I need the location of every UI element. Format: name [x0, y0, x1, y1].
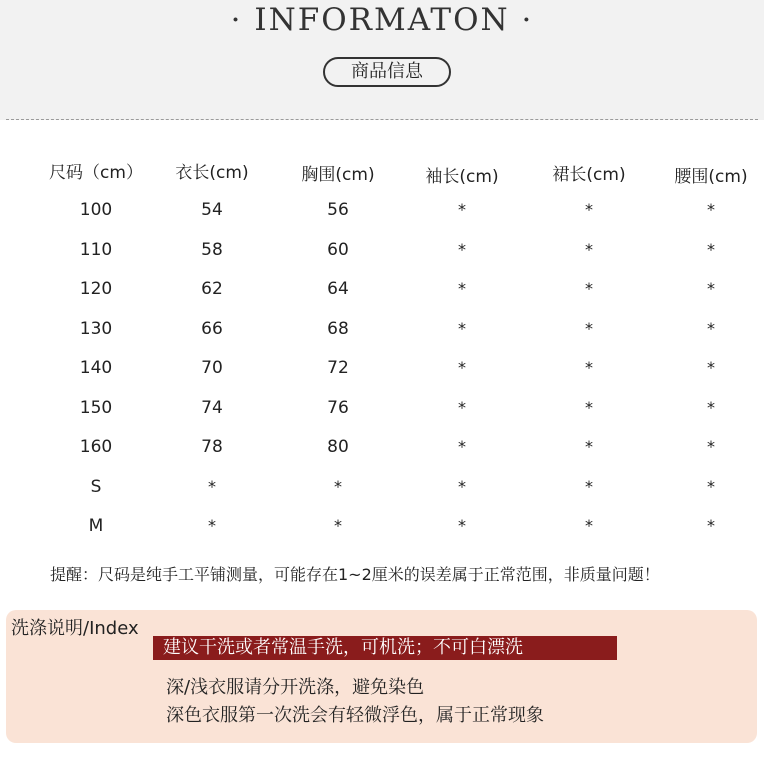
- table-cell: 58: [201, 239, 223, 260]
- table-cell: 74: [201, 397, 223, 418]
- size-label: S: [90, 476, 102, 497]
- table-cell: 68: [327, 318, 349, 339]
- size-label: 130: [79, 318, 113, 339]
- table-cell: *: [458, 437, 466, 456]
- care-line: 深色衣服第一次洗会有轻微浮色，属于正常现象: [166, 705, 544, 726]
- table-cell: *: [458, 318, 466, 338]
- table-cell: 72: [327, 358, 349, 378]
- table-cell: 66: [201, 318, 223, 339]
- table-cell: 70: [201, 358, 223, 378]
- table-cell: *: [208, 516, 216, 535]
- column-header: 裙长(cm): [552, 165, 626, 185]
- table-cell: *: [707, 397, 715, 417]
- table-cell: *: [334, 476, 342, 496]
- table-cell: *: [458, 279, 466, 298]
- table-cell: *: [585, 318, 593, 338]
- table-cell: 56: [327, 200, 349, 220]
- column-header: 胸围(cm): [301, 165, 375, 185]
- size-label: 120: [79, 279, 113, 299]
- table-cell: *: [458, 397, 466, 417]
- table-cell: *: [707, 476, 715, 496]
- size-label: 140: [79, 358, 113, 378]
- table-cell: *: [707, 437, 715, 456]
- table-cell: *: [707, 279, 715, 298]
- table-cell: 78: [201, 437, 223, 457]
- table-cell: *: [458, 476, 466, 496]
- table-cell: *: [707, 318, 715, 338]
- table-cell: *: [208, 476, 216, 496]
- table-cell: *: [707, 358, 715, 377]
- measurement-note: 提醒：尺码是纯手工平铺测量，可能存在1~2厘米的误差属于正常范围，非质量问题！: [50, 565, 660, 584]
- table-cell: *: [585, 358, 593, 377]
- table-cell: *: [334, 516, 342, 535]
- table-cell: *: [458, 358, 466, 377]
- table-cell: *: [707, 516, 715, 535]
- care-banner: 建议干洗或者常温手洗，可机洗；不可白漂洗: [153, 636, 617, 660]
- care-line: 深/浅衣服请分开洗涤，避免染色: [166, 677, 425, 698]
- column-header: 腰围(cm): [674, 167, 748, 187]
- size-label: M: [88, 516, 104, 536]
- table-cell: *: [707, 239, 715, 259]
- size-label: 100: [79, 200, 113, 220]
- table-cell: 64: [327, 279, 349, 299]
- table-cell: *: [458, 239, 466, 259]
- table-cell: *: [585, 239, 593, 259]
- table-cell: 62: [201, 279, 223, 299]
- table-cell: *: [707, 200, 715, 219]
- table-cell: *: [585, 516, 593, 535]
- care-title: 洗涤说明/Index: [11, 618, 139, 639]
- table-cell: *: [585, 397, 593, 417]
- table-cell: 80: [327, 437, 349, 457]
- section-label-pill: 商品信息: [323, 57, 451, 87]
- table-cell: *: [585, 476, 593, 496]
- table-cell: 76: [327, 397, 349, 418]
- page-title: · INFORMATON ·: [230, 2, 534, 38]
- column-header: 袖长(cm): [425, 167, 499, 187]
- table-cell: *: [585, 279, 593, 298]
- table-cell: 60: [327, 239, 349, 260]
- table-cell: *: [585, 437, 593, 456]
- column-header: 衣长(cm): [175, 163, 249, 183]
- size-label: 160: [79, 437, 113, 457]
- column-header: 尺码（cm）: [49, 163, 143, 183]
- table-cell: 54: [201, 200, 223, 220]
- dashed-divider: [6, 119, 758, 120]
- table-cell: *: [458, 200, 466, 219]
- size-label: 150: [79, 397, 113, 418]
- table-cell: *: [585, 200, 593, 219]
- table-cell: *: [458, 516, 466, 535]
- size-label: 110: [79, 239, 113, 260]
